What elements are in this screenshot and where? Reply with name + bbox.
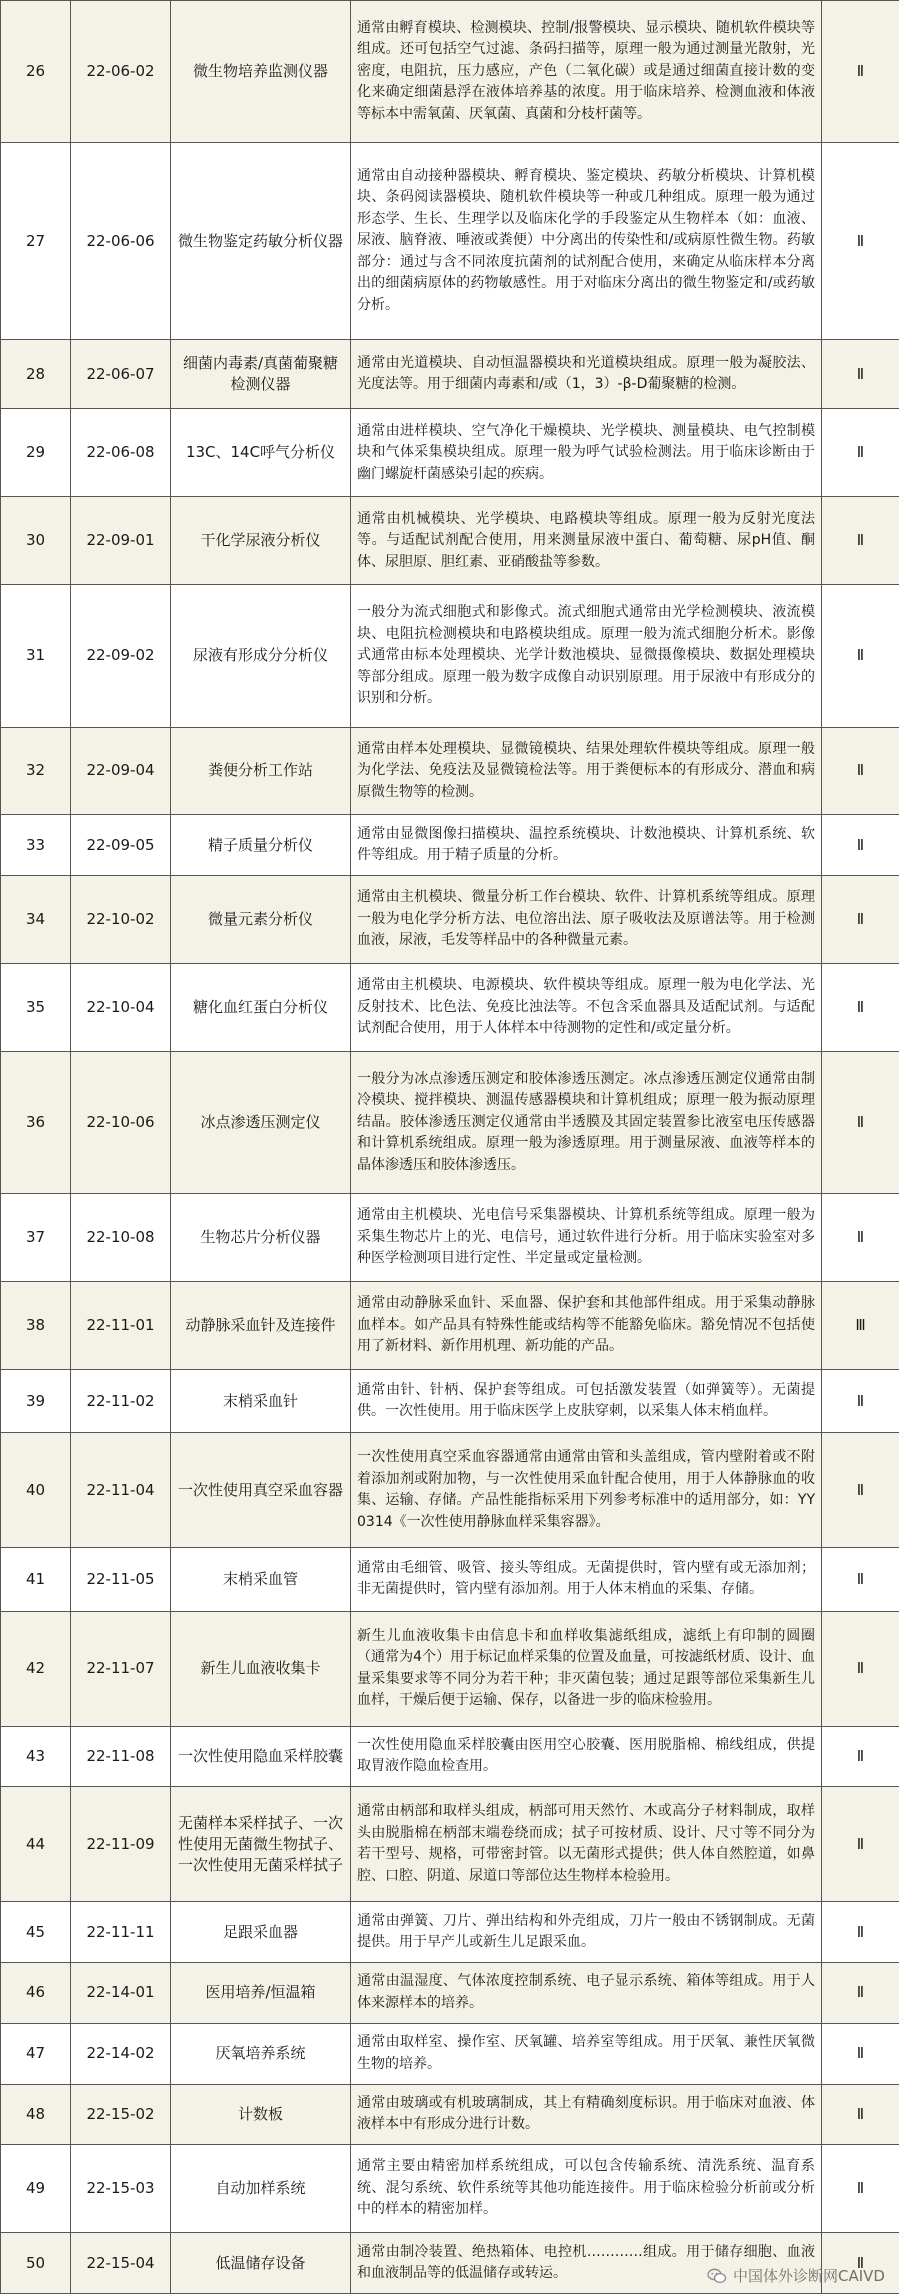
table-row <box>1 1963 899 2024</box>
management-class: Ⅱ <box>822 727 899 815</box>
management-class: Ⅱ <box>822 1 899 143</box>
product-description: 通常主要由精密加样系统组成，可以包含传输系统、清洗系统、温育系统、混匀系统、软件系统等其他功能连接件。用于临床检验分析前或分析中的样本的精密加样。 <box>351 2145 822 2233</box>
management-class: Ⅱ <box>822 497 899 585</box>
row-number: 47 <box>1 2023 71 2084</box>
row-number: 44 <box>1 1787 71 1902</box>
product-description: 通常由光道模块、自动恒温器模块和光道模块组成。原理一般为凝胶法、光度法等。用于细菌内毒素和/或（1，3）-β-D葡聚糖的检测。 <box>351 339 822 409</box>
row-number: 36 <box>1 1051 71 1193</box>
management-class: Ⅱ <box>822 2084 899 2145</box>
management-class: Ⅱ <box>822 1548 899 1611</box>
row-number: 33 <box>1 815 71 876</box>
management-class: Ⅱ <box>822 1051 899 1193</box>
row-number: 49 <box>1 2145 71 2233</box>
table-row <box>1 1282 899 1370</box>
product-name: 低温储存设备 <box>171 2233 351 2294</box>
table-row <box>1 876 899 964</box>
row-number: 48 <box>1 2084 71 2145</box>
product-name: 13C、14C呼气分析仪 <box>171 409 351 497</box>
product-description: 通常由样本处理模块、显微镜模块、结果处理软件模块等组成。原理一般为化学法、免疫法及显微镜检法等。用于粪便标本的有形成分、潜血和病原微生物等的检测。 <box>351 727 822 815</box>
product-name: 精子质量分析仪 <box>171 815 351 876</box>
watermark <box>707 2265 885 2286</box>
category-code: 22-10-02 <box>71 876 171 964</box>
product-name: 微生物培养监测仪器 <box>171 1 351 143</box>
product-description: 一般分为冰点渗透压测定和胶体渗透压测定。冰点渗透压测定仪通常由制冷模块、搅拌模块、测温传感器模块和计算机组成；原理一般为振动原理结晶。胶体渗透压测定仪通常由半透膜及其固定装置参比液室电压传感器和计算机系统组成。原理一般为渗透原理。用于测量尿液、血液等样本的晶体渗透压和胶体渗透压。 <box>351 1051 822 1193</box>
product-description: 通常由自动接种器模块、孵育模块、鉴定模块、药敏分析模块、计算机模块、条码阅读器模块、随机软件模块等一种或几种组成。原理一般为通过形态学、生长、生理学以及临床化学的手段鉴定从生物样本（如：血液、尿液、脑脊液、唾液或粪便）中分离出的传染性和/或病原性微生物。药敏部分：通过与含不同浓度抗菌剂的试剂配合使用，来确定从临床样本分离出的细菌病原体的药物敏感性。用于对临床分离出的微生物鉴定和/或药敏分析。 <box>351 143 822 340</box>
management-class: Ⅱ <box>822 876 899 964</box>
table-row <box>1 497 899 585</box>
table-row <box>1 1369 899 1432</box>
product-name: 干化学尿液分析仪 <box>171 497 351 585</box>
category-code: 22-06-06 <box>71 143 171 340</box>
product-name: 微生物鉴定药敏分析仪器 <box>171 143 351 340</box>
row-number: 31 <box>1 585 71 727</box>
product-name: 末梢采血针 <box>171 1369 351 1432</box>
product-description: 通常由毛细管、吸管、接头等组成。无菌提供时，管内壁有或无添加剂；非无菌提供时，管内壁有添加剂。用于人体末梢血的采集、存储。 <box>351 1548 822 1611</box>
table-row <box>1 1787 899 1902</box>
table-row <box>1 2023 899 2084</box>
row-number: 29 <box>1 409 71 497</box>
product-name: 计数板 <box>171 2084 351 2145</box>
row-number: 45 <box>1 1902 71 1963</box>
category-code: 22-06-07 <box>71 339 171 409</box>
category-code: 22-06-08 <box>71 409 171 497</box>
table-row <box>1 339 899 409</box>
product-description: 新生儿血液收集卡由信息卡和血样收集滤纸组成，滤纸上有印制的圆圈（通常为4个）用于标记血样采集的位置及血量，可按滤纸材质、设计、血量采集要求等不同分为若干种；非灭菌包装；通过足跟等部位采集新生儿血样，干燥后便于运输、保存，以备进一步的临床检验用。 <box>351 1611 822 1726</box>
row-number: 38 <box>1 1282 71 1370</box>
management-class: Ⅱ <box>822 1433 899 1548</box>
category-code: 22-11-08 <box>71 1726 171 1787</box>
product-description: 通常由机械模块、光学模块、电路模块等组成。原理一般为反射光度法等。与适配试剂配合使用，用来测量尿液中蛋白、葡萄糖、尿pH值、酮体、尿胆原、胆红素、亚硝酸盐等参数。 <box>351 497 822 585</box>
management-class: Ⅱ <box>822 2023 899 2084</box>
table-row <box>1 2084 899 2145</box>
product-name: 自动加样系统 <box>171 2145 351 2233</box>
management-class: Ⅱ <box>822 339 899 409</box>
product-name: 无菌样本采样拭子、一次性使用无菌微生物拭子、一次性使用无菌采样拭子 <box>171 1787 351 1902</box>
row-number: 35 <box>1 964 71 1052</box>
product-description: 通常由主机模块、电源模块、软件模块等组成。原理一般为电化学法、光反射技术、比色法、免疫比浊法等。不包含采血器具及适配试剂。与适配试剂配合使用，用于人体样本中待测物的定性和/或定量分析。 <box>351 964 822 1052</box>
product-name: 尿液有形成分分析仪 <box>171 585 351 727</box>
product-name: 糖化血红蛋白分析仪 <box>171 964 351 1052</box>
category-code: 22-14-01 <box>71 1963 171 2024</box>
management-class: Ⅱ <box>822 1611 899 1726</box>
category-code: 22-11-09 <box>71 1787 171 1902</box>
management-class: Ⅱ <box>822 2145 899 2233</box>
management-class: Ⅱ <box>822 409 899 497</box>
management-class: Ⅱ <box>822 2233 899 2294</box>
product-description: 通常由主机模块、光电信号采集器模块、计算机系统等组成。原理一般为采集生物芯片上的光、电信号，通过软件进行分析。用于临床实验室对多种医学检测项目进行定性、半定量或定量检测。 <box>351 1194 822 1282</box>
product-description: 通常由进样模块、空气净化干燥模块、光学模块、测量模块、电气控制模块和气体采集模块组成。原理一般为呼气试验检测法。用于临床诊断由于幽门螺旋杆菌感染引起的疾病。 <box>351 409 822 497</box>
product-description: 通常由孵育模块、检测模块、控制/报警模块、显示模块、随机软件模块等组成。还可包括空气过滤、条码扫描等，原理一般为通过测量光散射，光密度，电阻抗，压力感应，产色（二氧化碳）或是通过细菌直接计数的变化来确定细菌悬浮在液体培养基的浓度。用于临床培养、检测血液和体液等标本中需氧菌、厌氧菌、真菌和分枝杆菌等。 <box>351 1 822 143</box>
category-code: 22-11-02 <box>71 1369 171 1432</box>
product-description: 通常由显微图像扫描模块、温控系统模块、计数池模块、计算机系统、软件等组成。用于精子质量的分析。 <box>351 815 822 876</box>
category-code: 22-15-03 <box>71 2145 171 2233</box>
table-row <box>1 143 899 340</box>
category-code: 22-15-02 <box>71 2084 171 2145</box>
table-row <box>1 1433 899 1548</box>
product-description: 通常由动静脉采血针、采血器、保护套和其他部件组成。用于采集动静脉血样本。如产品具有特殊性能或结构等不能豁免临床。豁免情况不包括使用了新材料、新作用机理、新功能的产品。 <box>351 1282 822 1370</box>
table-row <box>1 1 899 143</box>
row-number: 26 <box>1 1 71 143</box>
management-class: Ⅱ <box>822 815 899 876</box>
watermark-text: 中国体外诊断网CAIVD <box>733 2267 885 2285</box>
row-number: 39 <box>1 1369 71 1432</box>
product-description: 通常由主机模块、微量分析工作台模块、软件、计算机系统等组成。原理一般为电化学分析方法、电位溶出法、原子吸收法及原谱法等。用于检测血液，尿液，毛发等样品中的各种微量元素。 <box>351 876 822 964</box>
table-row <box>1 1051 899 1193</box>
category-code: 22-10-06 <box>71 1051 171 1193</box>
product-description: 通常由柄部和取样头组成，柄部可用天然竹、木或高分子材料制成，取样头由脱脂棉在柄部末端卷绕而成；拭子可按材质、设计、尺寸等不同分为若干型号、规格，可带密封管。以无菌形式提供；供人体自然腔道，如鼻腔、口腔、阴道、尿道口等部位达生物样本检验用。 <box>351 1787 822 1902</box>
product-description: 通常由温湿度、气体浓度控制系统、电子显示系统、箱体等组成。用于人体来源样本的培养。 <box>351 1963 822 2024</box>
row-number: 34 <box>1 876 71 964</box>
product-description: 一般分为流式细胞式和影像式。流式细胞式通常由光学检测模块、液流模块、电阻抗检测模块和电路模块组成。原理一般为流式细胞分析术。影像式通常由标本处理模块、光学计数池模块、显微摄像模块、数据处理模块等部分组成。原理一般为数字成像自动识别原理。用于尿液中有形成分的识别和分析。 <box>351 585 822 727</box>
row-number: 40 <box>1 1433 71 1548</box>
table-row <box>1 409 899 497</box>
category-code: 22-11-04 <box>71 1433 171 1548</box>
table-row <box>1 1726 899 1787</box>
row-number: 37 <box>1 1194 71 1282</box>
table-row <box>1 815 899 876</box>
category-code: 22-11-07 <box>71 1611 171 1726</box>
category-code: 22-09-02 <box>71 585 171 727</box>
product-name: 粪便分析工作站 <box>171 727 351 815</box>
row-number: 41 <box>1 1548 71 1611</box>
category-code: 22-09-01 <box>71 497 171 585</box>
product-name: 一次性使用隐血采样胶囊 <box>171 1726 351 1787</box>
product-name: 动静脉采血针及连接件 <box>171 1282 351 1370</box>
row-number: 43 <box>1 1726 71 1787</box>
category-code: 22-11-01 <box>71 1282 171 1370</box>
table-row <box>1 1902 899 1963</box>
management-class: Ⅱ <box>822 1194 899 1282</box>
table-row <box>1 964 899 1052</box>
management-class: Ⅱ <box>822 1726 899 1787</box>
row-number: 42 <box>1 1611 71 1726</box>
row-number: 30 <box>1 497 71 585</box>
product-name: 冰点渗透压测定仪 <box>171 1051 351 1193</box>
product-name: 细菌内毒素/真菌葡聚糖检测仪器 <box>171 339 351 409</box>
product-description: 一次性使用真空采血容器通常由通常由管和头盖组成，管内壁附着或不附着添加剂或附加物，与一次性使用采血针配合使用，用于人体静脉血的收集、运输、存储。产品性能指标采用下列参考标准中的适用部分，如：YY 0314《一次性使用静脉血样采集容器》。 <box>351 1433 822 1548</box>
category-code: 22-15-04 <box>71 2233 171 2294</box>
category-code: 22-06-02 <box>71 1 171 143</box>
management-class: Ⅱ <box>822 143 899 340</box>
category-code: 22-10-08 <box>71 1194 171 1282</box>
category-code: 22-09-05 <box>71 815 171 876</box>
management-class: Ⅱ <box>822 1369 899 1432</box>
table-row <box>1 2145 899 2233</box>
management-class: Ⅱ <box>822 1963 899 2024</box>
product-description: 一次性使用隐血采样胶囊由医用空心胶囊、医用脱脂棉、棉线组成，供提取胃液作隐血检查用。 <box>351 1726 822 1787</box>
product-name: 厌氧培养系统 <box>171 2023 351 2084</box>
table-row <box>1 727 899 815</box>
product-description: 通常由弹簧、刀片、弹出结构和外壳组成，刀片一般由不锈钢制成。无菌提供。用于早产儿或新生儿足跟采血。 <box>351 1902 822 1963</box>
product-name: 一次性使用真空采血容器 <box>171 1433 351 1548</box>
row-number: 28 <box>1 339 71 409</box>
row-number: 32 <box>1 727 71 815</box>
product-name: 末梢采血管 <box>171 1548 351 1611</box>
table-row <box>1 1194 899 1282</box>
product-description: 通常由制冷装置、绝热箱体、电控机…………组成。用于储存细胞、血液和血液制品等的低温储存或转运。 <box>351 2233 822 2294</box>
row-number: 50 <box>1 2233 71 2294</box>
management-class: Ⅱ <box>822 585 899 727</box>
management-class: Ⅲ <box>822 1282 899 1370</box>
category-code: 22-11-05 <box>71 1548 171 1611</box>
management-class: Ⅱ <box>822 1787 899 1902</box>
product-name: 足跟采血器 <box>171 1902 351 1963</box>
table-row <box>1 1548 899 1611</box>
category-code: 22-14-02 <box>71 2023 171 2084</box>
category-code: 22-11-11 <box>71 1902 171 1963</box>
product-name: 医用培养/恒温箱 <box>171 1963 351 2024</box>
product-description: 通常由针、针柄、保护套等组成。可包括激发装置（如弹簧等）。无菌提供。一次性使用。用于临床医学上皮肤穿刺，以采集人体末梢血样。 <box>351 1369 822 1432</box>
wechat-icon <box>707 2268 727 2284</box>
product-name: 微量元素分析仪 <box>171 876 351 964</box>
product-name: 新生儿血液收集卡 <box>171 1611 351 1726</box>
product-description: 通常由玻璃或有机玻璃制成，其上有精确刻度标识。用于临床对血液、体液样本中有形成分进行计数。 <box>351 2084 822 2145</box>
product-name: 生物芯片分析仪器 <box>171 1194 351 1282</box>
product-description: 通常由取样室、操作室、厌氧罐、培养室等组成。用于厌氧、兼性厌氧微生物的培养。 <box>351 2023 822 2084</box>
category-code: 22-09-04 <box>71 727 171 815</box>
category-code: 22-10-04 <box>71 964 171 1052</box>
table-row <box>1 585 899 727</box>
management-class: Ⅱ <box>822 1902 899 1963</box>
management-class: Ⅱ <box>822 964 899 1052</box>
row-number: 27 <box>1 143 71 340</box>
row-number: 46 <box>1 1963 71 2024</box>
table-row <box>1 1611 899 1726</box>
